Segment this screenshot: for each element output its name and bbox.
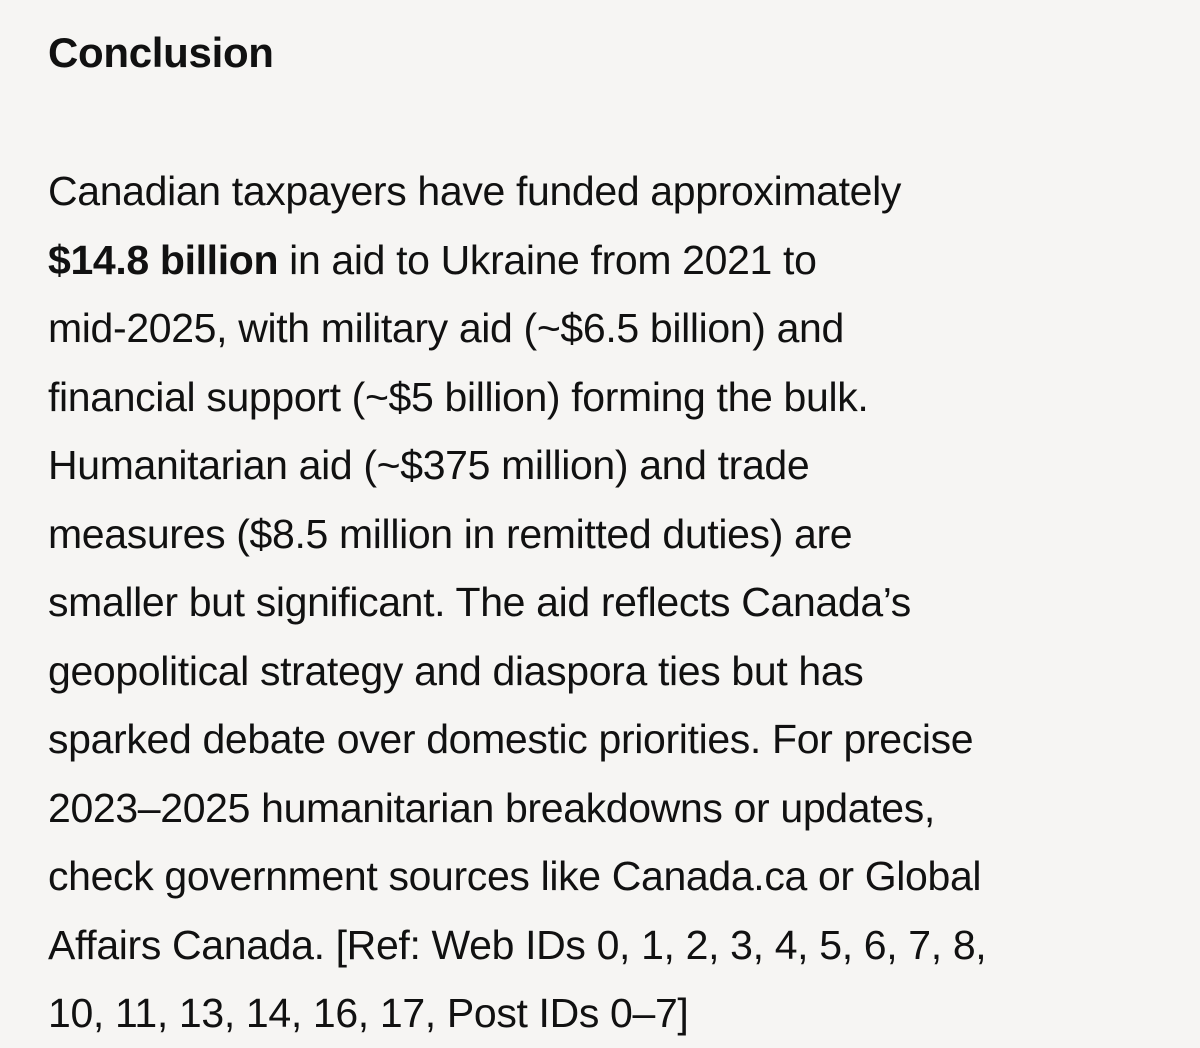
paragraph-line-remainder: in aid to Ukraine from 2021 to bbox=[278, 236, 817, 283]
total-aid-amount: $14.8 billion bbox=[48, 236, 279, 283]
paragraph-line: smaller but significant. The aid reflects Canada’s bbox=[48, 579, 911, 625]
paragraph-line: Affairs Canada. [Ref: Web IDs 0, 1, 2, 3, 4, 5, 6, 7, 8, bbox=[48, 921, 987, 968]
paragraph-line: sparked debate over domestic priorities. For precise bbox=[48, 716, 974, 762]
paragraph-line: geopolitical strategy and diaspora ties but has bbox=[48, 647, 864, 694]
section-heading: Conclusion bbox=[48, 29, 274, 76]
paragraph-line: Canadian taxpayers have funded approximately bbox=[48, 168, 901, 214]
paragraph-line: 10, 11, 13, 14, 16, 17, Post IDs 0–7] bbox=[48, 990, 689, 1036]
conclusion-paragraph bbox=[48, 157, 1180, 1048]
paragraph-line bbox=[48, 226, 1180, 295]
paragraph-line: mid-2025, with military aid (~$6.5 billion) and bbox=[48, 305, 844, 351]
paragraph-line: check government sources like Canada.ca or Global bbox=[48, 853, 982, 899]
paragraph-line: measures ($8.5 million in remitted duties) are bbox=[48, 510, 853, 557]
paragraph-line: Humanitarian aid (~$375 million) and trade bbox=[48, 442, 810, 488]
paragraph-line: 2023–2025 humanitarian breakdowns or updates, bbox=[48, 784, 935, 831]
paragraph-line: financial support (~$5 billion) forming the bulk. bbox=[48, 373, 869, 420]
